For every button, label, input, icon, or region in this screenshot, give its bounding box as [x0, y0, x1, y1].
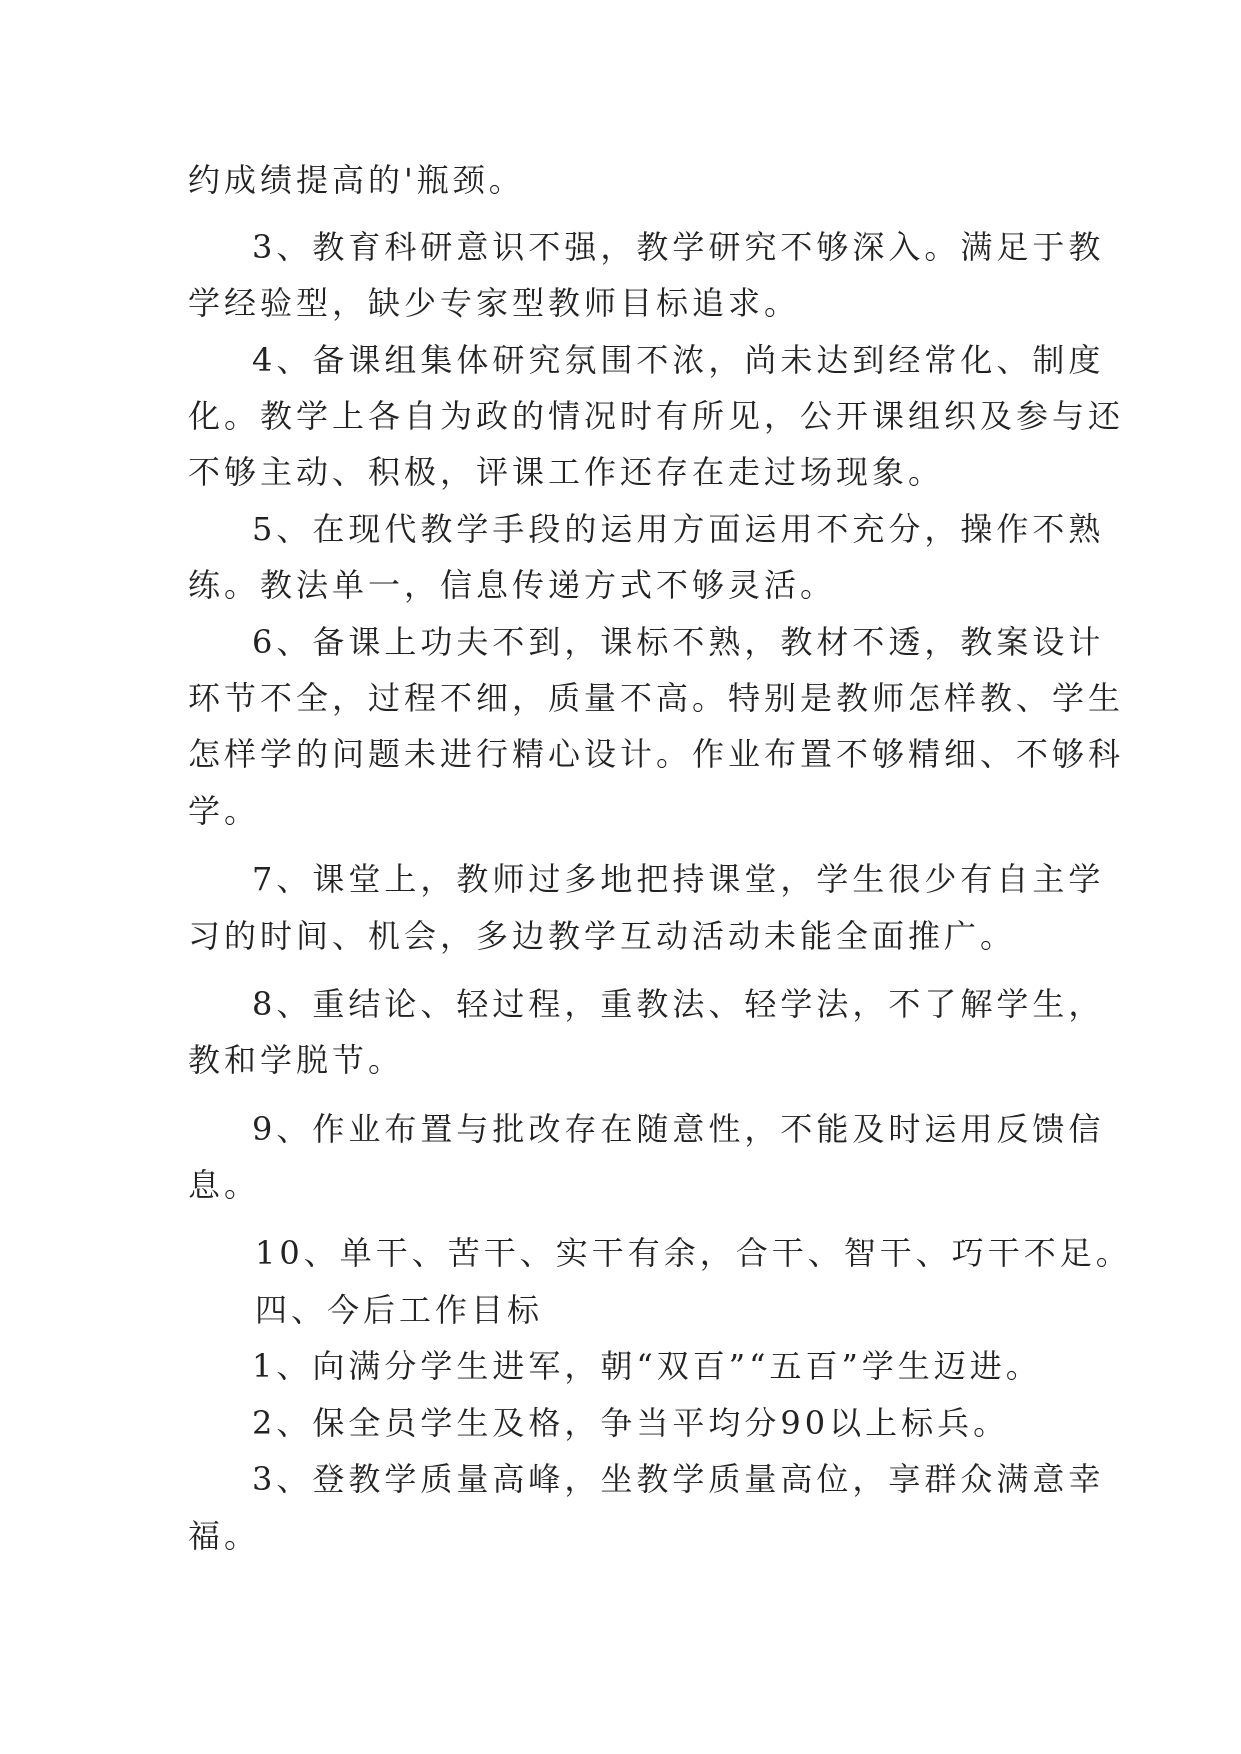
paragraph-line: 2、保全员学生及格，争当平均分90以上标兵。	[252, 1404, 1010, 1442]
paragraph-line: 练。教法单一，信息传递方式不够灵活。	[188, 566, 837, 604]
paragraph-line: 8、重结论、轻过程，重教法、轻学法，不了解学生，	[252, 985, 1105, 1023]
paragraph-line: 约成绩提高的'瓶颈。	[188, 161, 525, 199]
paragraph-line: 6、备课上功夫不到，课标不熟，教材不透，教案设计	[252, 623, 1105, 661]
paragraph-line: 4、备课组集体研究氛围不浓，尚未达到经常化、制度	[252, 341, 1105, 379]
paragraph-line: 学经验型，缺少专家型教师目标追求。	[188, 284, 801, 322]
paragraph-line: 7、课堂上，教师过多地把持课堂，学生很少有自主学	[252, 860, 1105, 898]
paragraph-line: 环节不全，过程不细，质量不高。特别是教师怎样教、学生	[188, 679, 1125, 717]
paragraph-line: 福。	[188, 1517, 261, 1555]
paragraph-line: 教和学脱节。	[188, 1041, 405, 1079]
paragraph-line: 3、登教学质量高峰，坐教学质量高位，享群众满意幸	[252, 1460, 1105, 1498]
paragraph-line: 10、单干、苦干、实干有余，合干、智干、巧干不足。	[255, 1234, 1132, 1272]
paragraph-line: 3、教育科研意识不强，教学研究不够深入。满足于教	[252, 228, 1105, 266]
paragraph-line: 怎样学的问题未进行精心设计。作业布置不够精细、不够科	[188, 735, 1125, 773]
paragraph-line: 学。	[188, 792, 261, 830]
paragraph-line: 9、作业布置与批改存在随意性，不能及时运用反馈信	[252, 1110, 1105, 1148]
paragraph-line: 化。教学上各自为政的情况时有所见，公开课组织及参与还	[188, 397, 1125, 435]
paragraph-line: 1、向满分学生进军，朝“双百”“五百”学生迈进。	[252, 1347, 1042, 1385]
paragraph-line: 息。	[188, 1166, 261, 1204]
paragraph-line: 习的时间、机会，多边教学互动活动未能全面推广。	[188, 917, 1017, 955]
paragraph-line: 不够主动、积极，评课工作还存在走过场现象。	[188, 453, 945, 491]
paragraph-line: 5、在现代教学手段的运用方面运用不充分，操作不熟	[252, 510, 1105, 548]
section-heading: 四、今后工作目标	[255, 1291, 544, 1329]
